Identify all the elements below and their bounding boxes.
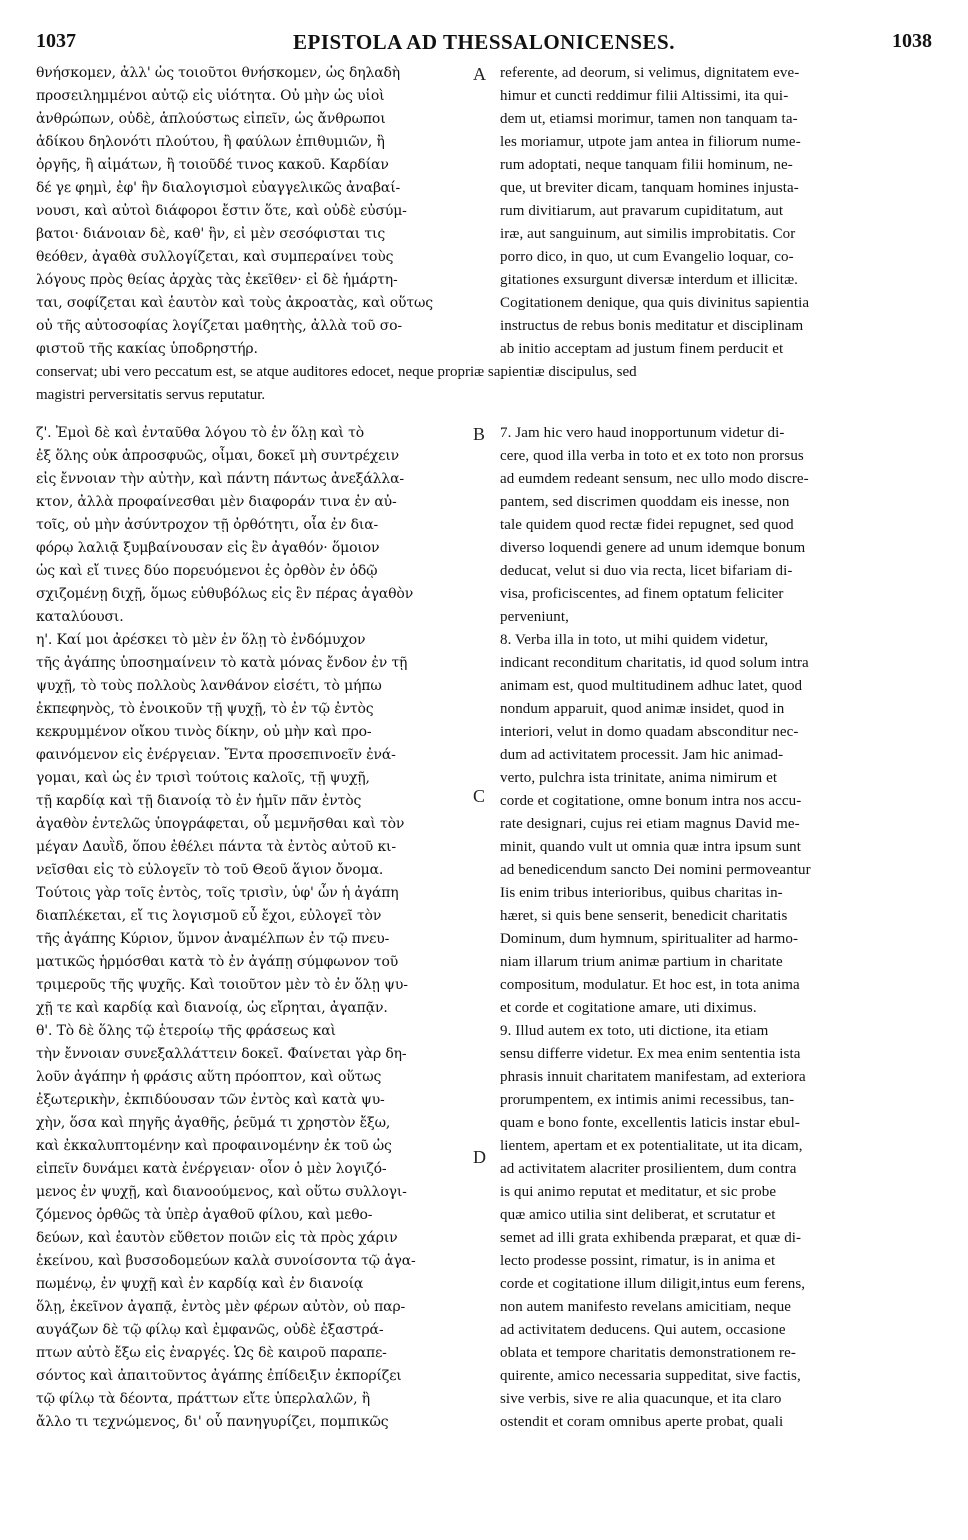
greek-text-line: ἀγαθὸν ἐντελῶς ὑπογράφεται, οὗ μεμνῆσθαι καὶ τὸν	[36, 816, 405, 832]
page-header	[36, 22, 932, 58]
greek-text-line: η'. Καί μοι ἀρέσκει τὸ μὲν ἐν ὅλῃ τὸ ἐνδόμυχον	[36, 632, 366, 648]
greek-text-line: νουσι, καὶ αὐτοὶ διάφοροι ἔστιν ὅτε, καὶ οὐδὲ εὐσύμ-	[36, 203, 407, 219]
latin-text-line: quæ amico utilia sint deliberat, et scrutatur et	[500, 1207, 776, 1223]
latin-text-line: cere, quod illa verba in toto et ex toto non prorsus	[500, 448, 804, 464]
greek-text-line: ζόμενος ὀρθῶς τὰ ὑπὲρ ἀγαθοῦ φίλου, καὶ μεθο-	[36, 1207, 373, 1223]
latin-text-line: lientem, apertam et ex potentialitate, ut ita dicam,	[500, 1138, 803, 1154]
greek-text-line: λόγους πρὸς θείας ἀρχὰς τὰς ἐκεῖθεν· εἰ δὲ ἡμάρτη-	[36, 272, 398, 288]
greek-text-line: ἀδίκου δηλονότι πλούτου, ἢ φαύλων ἐπιθυμιῶν, ἢ	[36, 134, 385, 150]
latin-text-line: non autem manifesto revelans amicitiam, neque	[500, 1299, 792, 1315]
latin-text-line: gitationes exsurgunt diversæ interdum et illicitæ.	[500, 272, 799, 288]
greek-text-line: ὡς καὶ εἴ τινες δύο πορευόμενοι ἐς ὀρθὸν ἐν ὁδῷ	[36, 563, 378, 579]
latin-text-line: ad activitatem deducens. Qui autem, occasione	[500, 1322, 786, 1338]
latin-text-line: 7. Jam hic vero haud inopportunum videtur di-	[500, 425, 785, 441]
latin-text-line: himur et cuncti reddimur filii Altissimi, ita qui-	[500, 88, 789, 104]
greek-text-line: ματικῶς ἡρμόσθαι κατὰ τὸ ἐν ἀγάπῃ σύμφωνον τοῦ	[36, 954, 399, 970]
greek-text-line: φαινόμενον εἰς ἐνέργειαν. Ἔντα προσεπινοεῖν ἐνά-	[36, 747, 396, 763]
greek-text-line: ἐκείνου, καὶ βυσσοδομεύων καλὰ συνοίσοντα τῷ ἀγα-	[36, 1253, 416, 1269]
greek-column-main	[36, 422, 466, 1434]
greek-text-line: τῷ φίλῳ τὰ δέοντα, πράττων εἴτε ὑπερλαλῶν, ἢ	[36, 1391, 370, 1407]
latin-text-line: semet ad illi grata exhibenda præparat, et quæ di-	[500, 1230, 802, 1246]
greek-text-line: τοῖς, οὐ μὴν ἀσύντροχον τῇ ὀρθότητι, οἷα ἐν δια-	[36, 517, 379, 533]
greek-text-line: ἀνθρώπων, οὐδὲ, ἁπλούστως εἰπεῖν, ὡς ἄνθρωποι	[36, 111, 386, 127]
latin-text-line: hæret, si quis bene senserit, benedicit charitatis	[500, 908, 788, 924]
greek-column-top	[36, 62, 466, 361]
latin-text-line: Dominum, dum hymnum, spiritualiter ad harmo-	[500, 931, 799, 947]
latin-text-line: quirente, amico necessaria suppeditat, sive factis,	[500, 1368, 801, 1384]
greek-text-line: σχιζομένῃ διχῇ, ὅμως εὐθυβόλως εἰς ἓν πέρας ἀγαθὸν	[36, 586, 414, 602]
latin-text-line: sensu differre videtur. Ex mea enim sententia ista	[500, 1046, 801, 1062]
latin-column-top	[500, 62, 932, 361]
section-marker-b: B	[473, 424, 486, 444]
greek-text-line: κτον, ἀλλὰ προφαίνεσθαι μὲν διαφοράν τινα ἐν αὐ-	[36, 494, 397, 510]
latin-text-line: niam illarum trium animæ partium in charitate	[500, 954, 783, 970]
latin-text-line: dum ad activitatem processit. Jam hic animad-	[500, 747, 784, 763]
greek-text-line: θεόθεν, ἀγαθὰ συλλογίζεται, καὶ συμπεραίνει τοὺς	[36, 249, 394, 265]
latin-text-line: ad activitatem alacriter prosilientem, dum contra	[500, 1161, 797, 1177]
latin-text-line: tale quidem quod rectæ fidei repugnet, sed quod	[500, 517, 794, 533]
greek-text-line: ὅλῃ, ἐκεῖνον ἀγαπᾷ, ἐντὸς μὲν φέρων αὐτὸν, οὐ παρ-	[36, 1299, 406, 1315]
latin-text-line: minit, quando vult ut omnia quæ intra ipsum sunt	[500, 839, 802, 855]
latin-text-line: dem ut, etiamsi morimur, tamen non tanquam ta-	[500, 111, 798, 127]
greek-text-line: τῆς ἀγάπης ὑποσημαίνειν τὸ κατὰ μόνας ἔνδον ἐν τῇ	[36, 655, 408, 671]
greek-text-line: λοῦν ἀγάπην ἡ φράσις αὕτη πρόοπτον, καὶ οὕτως	[36, 1069, 382, 1085]
page-number-right: 1038	[892, 30, 932, 52]
greek-text-line: ψυχῇ, τὸ τοὺς πολλοὺς λανθάνον εἰσέτι, τὸ μήπω	[36, 678, 382, 694]
latin-text-line: porro dico, in quo, ut cum Evangelio loquar, co-	[500, 249, 794, 265]
greek-text-line: πτων αὐτὸ ἔξω εἰς ἐναργές. Ὡς δὲ καιροῦ παραπε-	[36, 1345, 387, 1361]
greek-text-line: θ'. Τὸ δὲ ὅλης τῷ ἑτεροίῳ τῆς φράσεως καὶ	[36, 1023, 336, 1039]
latin-text-line: rate designari, cujus rei etiam magnus David me-	[500, 816, 800, 832]
latin-text-line: ad benedicendum sancto Dei nomini permoveantur	[500, 862, 811, 878]
latin-text-line: prorumpentem, ex intimis animi recessibus, tan-	[500, 1092, 795, 1108]
greek-text-line: μενος ἐν ψυχῇ, καὶ διανοούμενος, καὶ οὕτω συλλογι-	[36, 1184, 407, 1200]
greek-text-line: ἄλλο τι τεχνώμενος, δι' οὗ πανηγυρίζει, πομπικῶς	[36, 1414, 389, 1430]
greek-text-line: βατοι· διάνοιαν δὲ, καθ' ἣν, εἰ μὲν σεσόφισται τις	[36, 226, 386, 242]
latin-text-line: sive verbis, sive re alia quacunque, et ita claro	[500, 1391, 782, 1407]
greek-text-line: οὐ τῆς αὐτοσοφίας λογίζεται μαθητὴς, ἀλλὰ τοῦ σο-	[36, 318, 402, 334]
latin-text-line: rum divitiarum, aut pravarum cupiditatum, aut	[500, 203, 784, 219]
greek-text-line: ἐκπεφηνὸς, τὸ ἐνοικοῦν τῇ ψυχῇ, τὸ ἐν τῷ ἐντὸς	[36, 701, 374, 717]
latin-text-line: perveniunt,	[500, 609, 569, 625]
greek-text-line: ἐξωτερικὴν, ἐκπιδύουσαν τῶν ἐντὸς καὶ κατὰ ψυ-	[36, 1092, 385, 1108]
greek-text-line: χῇ τε καὶ καρδίᾳ καὶ διανοίᾳ, ὡς εἴρηται, ἀγαπᾷν.	[36, 1000, 388, 1016]
latin-text-line: compositum, modulatur. Et hoc est, in tota anima	[500, 977, 800, 993]
latin-text-line: 8. Verba illa in toto, ut mihi quidem videtur,	[500, 632, 769, 648]
latin-text-line: oblata et tempore charitatis demonstrationem re-	[500, 1345, 796, 1361]
latin-text-line: ab initio acceptam ad justum finem perducit et	[500, 341, 784, 357]
latin-text-line: referente, ad deorum, si velimus, dignitatem eve-	[500, 65, 800, 81]
greek-text-line: Τούτοις γὰρ τοῖς ἐντὸς, τοῖς τρισὶν, ὑφ' ὧν ἡ ἀγάπη	[36, 885, 399, 901]
latin-text-line: phrasis innuit charitatem manifestam, ad exteriora	[500, 1069, 806, 1085]
latin-text-line: interiori, velut in domo quadam absconditur nec-	[500, 724, 799, 740]
greek-text-line: τὴν ἔννοιαν συνεξαλλάττειν δοκεῖ. Φαίνεται γὰρ δη-	[36, 1046, 407, 1062]
greek-text-line: τριμεροῦς τῆς ψυχῆς. Καὶ τοιοῦτον μὲν τὸ ἐν ὅλῃ ψυ-	[36, 977, 408, 993]
latin-text-line: animam est, quod multitudinem adhuc latet, quod	[500, 678, 803, 694]
running-title: EPISTOLA AD THESSALONICENSES.	[293, 30, 675, 54]
latin-text-line: quam e bono fonte, excellentis laticis instar ebul-	[500, 1115, 801, 1131]
latin-text-line: is qui animo reputat et meditatur, et sic probe	[500, 1184, 777, 1200]
latin-text-line: 9. Illud autem ex toto, uti dictione, ita etiam	[500, 1023, 769, 1039]
latin-text-line: deducat, velut si duo via recta, licet bifariam di-	[500, 563, 793, 579]
greek-text-line: δέ γε φημὶ, ἐφ' ἣν διαλογισμοὶ εὐαγγελικῶς ἀναβαί-	[36, 180, 401, 196]
greek-text-line: πωμένῳ, ἐν ψυχῇ καὶ ἐν καρδίᾳ καὶ ἐν διανοίᾳ	[36, 1276, 364, 1292]
greek-text-line: νεῖσθαι εἰς τὸ εὐλογεῖν τὸ τοῦ Θεοῦ ἅγιον ὄνομα.	[36, 862, 384, 878]
greek-text-line: φόρῳ λαλιᾷ ξυμβαίνουσαν εἰς ἓν ἀγαθόν· ὅμοιον	[36, 540, 380, 556]
section-marker-c: C	[473, 786, 486, 806]
latin-text-line: Cogitationem denique, qua quis divinitus sapientia	[500, 295, 810, 311]
greek-text-line: δεύων, καὶ ἑαυτὸν εὔθετον ποιῶν εἰς τὰ πρὸς χάριν	[36, 1230, 398, 1246]
latin-text-line: corde et cogitatione illum diligit,intus eum ferens,	[500, 1276, 806, 1292]
greek-text-line: σόντος καὶ ἀπαιτοῦντος ἀγάπης ἐπίδειξιν ἐκπορίζει	[36, 1368, 402, 1384]
latin-text-line: Iis enim tribus interioribus, quibus charitas in-	[500, 885, 783, 901]
greek-text-line: γομαι, καὶ ὡς ἐν τρισὶ τούτοις καλοῖς, τῇ ψυχῇ,	[36, 770, 370, 786]
greek-text-line: εἰπεῖν δυνάμει κατὰ ἐνέργειαν· οἷον ὁ μὲν λογιζό-	[36, 1161, 387, 1177]
greek-text-line: χὴν, ὅσα καὶ πηγῆς ἀγαθῆς, ῥεῦμά τι χρηστὸν ἔξω,	[36, 1115, 391, 1131]
greek-text-line: ἐξ ὅλης οὐκ ἀπροσφυῶς, οἶμαι, δοκεῖ μὴ συντρέχειν	[36, 448, 399, 464]
section-marker-a: A	[473, 64, 486, 84]
section-marker-d: D	[473, 1147, 486, 1167]
greek-text-line: τῆς ἀγάπης Κύριον, ὕμνον ἀναμέλπων ἐν τῷ πνευ-	[36, 931, 390, 947]
latin-text-line: nondum apparuit, quod animæ insidet, quod in	[500, 701, 785, 717]
latin-column-main	[500, 422, 932, 1434]
latin-text-line: diverso loquendi genere ad unum idemque bonum	[500, 540, 806, 556]
greek-text-line: καταλύουσι.	[36, 609, 124, 625]
latin-text-line: iræ, aut sanguinum, aut similis improbitatis. Cor	[500, 226, 796, 242]
greek-text-line: καὶ ἐκκαλυπτομένην καὶ προφαινομένην ἐκ τοῦ ὡς	[36, 1138, 392, 1154]
greek-text-line: κεκρυμμένον οἴκου τινὸς δίκην, οὐ μὴν καὶ προ-	[36, 724, 372, 740]
latin-text-line: instructus de rebus bonis meditatur et disciplinam	[500, 318, 804, 334]
latin-text-line: verto, pulchra ista trinitate, anima nimirum et	[500, 770, 778, 786]
greek-text-line: τῇ καρδίᾳ καὶ τῇ διανοίᾳ τὸ ἐν ἡμῖν πᾶν ἐντὸς	[36, 793, 362, 809]
latin-text-line: les moriamur, utpote jam antea in filiorum nume-	[500, 134, 801, 150]
latin-text-line: rum adoptati, neque tanquam filii hominum, ne-	[500, 157, 793, 173]
greek-text-line: διαπλέκεται, εἴ τις λογισμοῦ εὖ ἔχοι, εὐλογεῖ τὸν	[36, 908, 382, 924]
full-width-text	[36, 361, 932, 407]
latin-text-line: corde et cogitatione, omne bonum intra nos accu-	[500, 793, 802, 809]
greek-text-line: ὀργῆς, ἢ αἱμάτων, ἢ τοιοῦδέ τινος κακοῦ. Καρδίαν	[36, 157, 389, 173]
greek-text-line: θνήσκομεν, ἀλλ' ὡς τοιοῦτοι θνήσκομεν, ὡς δηλαδὴ	[36, 65, 401, 81]
greek-text-line: φιστοῦ τῆς κακίας ὑποδρηστήρ.	[36, 341, 258, 357]
greek-text-line: μέγαν Δαυῒδ, ὅπου ἐθέλει πάντα τὰ ἐντὸς αὐτοῦ κι-	[36, 839, 396, 855]
latin-text-line: lecto prodesse possint, rimatur, is in anima et	[500, 1253, 776, 1269]
latin-text-line: pantem, sed discrimen quoddam eis inesse, non	[500, 494, 790, 510]
greek-text-line: ζ'. Ἐμοὶ δὲ καὶ ἐνταῦθα λόγου τὸ ἐν ὅλῃ καὶ τὸ	[36, 425, 365, 441]
greek-text-line: ται, σοφίζεται καὶ ἑαυτὸν καὶ τοὺς ἀκροατὰς, καὶ οὕτως	[36, 295, 433, 311]
latin-text-line: indicant reconditum charitatis, id quod solum intra	[500, 655, 809, 671]
full-width-line: magistri perversitatis servus reputatur.	[36, 387, 266, 403]
latin-text-line: visa, proficiscentes, ad finem optatum feliciter	[500, 586, 784, 602]
latin-text-line: ostendit et coram omnibus aperte probat, quali	[500, 1414, 784, 1430]
latin-text-line: et corde et cogitatione amare, uti diximus.	[500, 1000, 757, 1016]
greek-text-line: προσειλημμένοι αὐτῷ εἰς υἱότητα. Οὐ μὴν ὡς υἱοὶ	[36, 88, 385, 104]
latin-text-line: ad eumdem redeant sensum, nec ullo modo discre-	[500, 471, 809, 487]
greek-text-line: αυγάζων δὲ τῷ φίλῳ καὶ ἐμφανῶς, οὐδὲ ἐξαστρά-	[36, 1322, 384, 1338]
greek-text-line: εἰς ἔννοιαν τὴν αὐτὴν, καὶ πάντη πάντως ἀνεξάλλα-	[36, 471, 404, 487]
page-number-left: 1037	[36, 30, 76, 52]
latin-text-line: que, ut breviter dicam, tanquam homines injusta-	[500, 180, 799, 196]
full-width-line: conservat; ubi vero peccatum est, se atque auditores edocet, neque propriæ sapientiæ discipulus, sed	[36, 364, 637, 380]
